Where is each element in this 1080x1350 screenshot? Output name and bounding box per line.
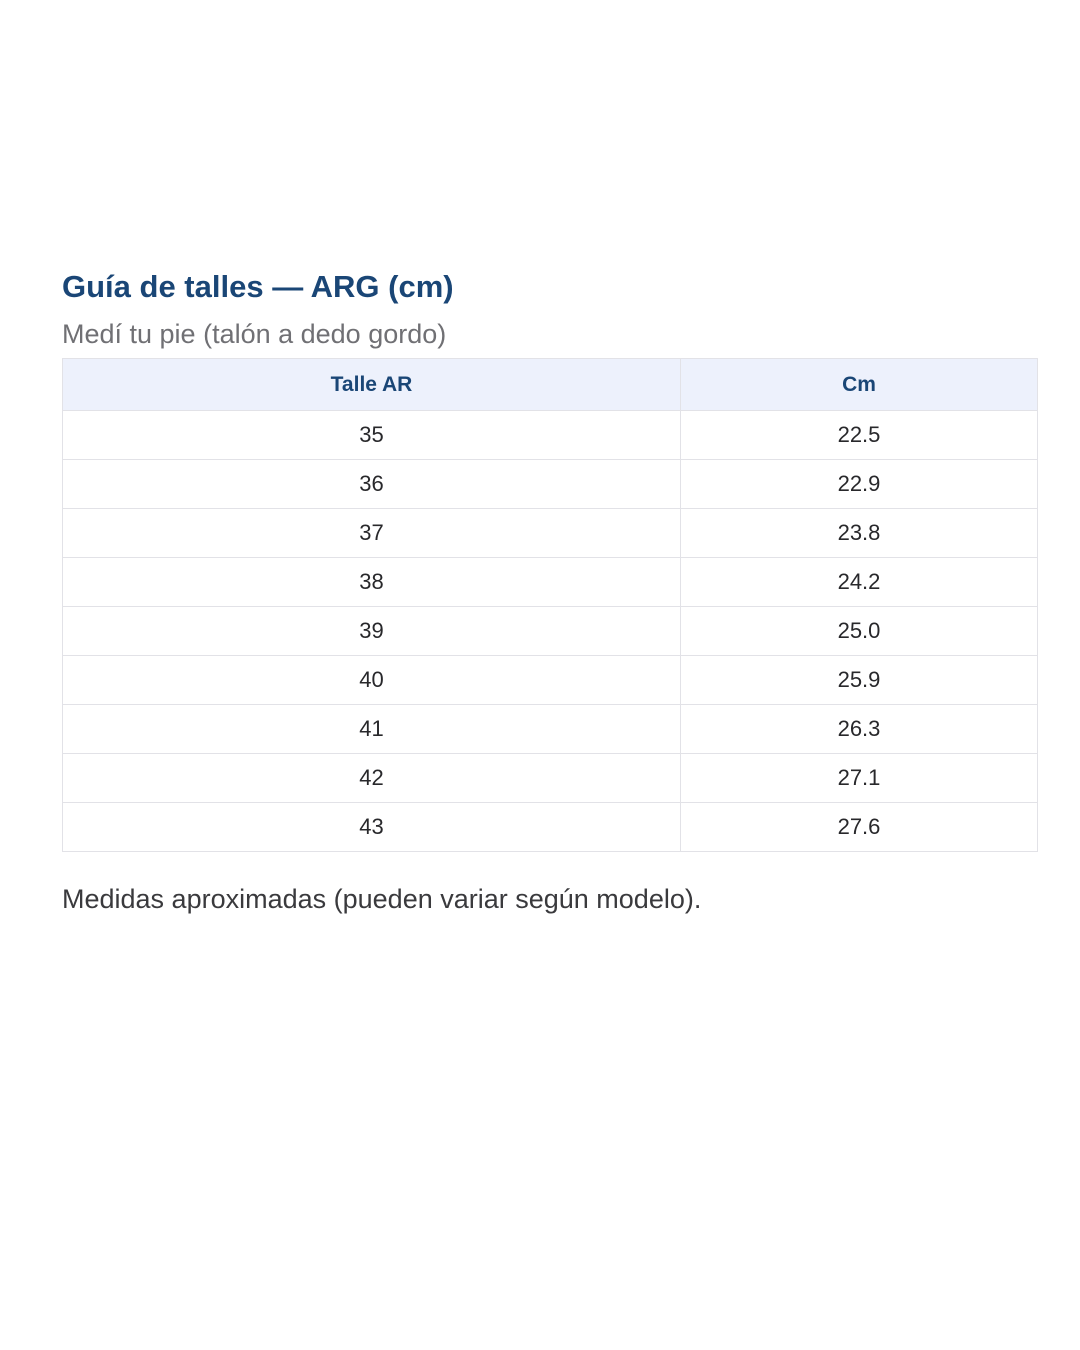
table-cell: 43 (63, 803, 681, 852)
table-row (63, 460, 1038, 509)
table-cell: 23.8 (681, 509, 1038, 558)
table-cell: 39 (63, 607, 681, 656)
table-cell: 37 (63, 509, 681, 558)
table-cell: 27.6 (681, 803, 1038, 852)
size-guide-table (62, 358, 1038, 852)
table-row (63, 558, 1038, 607)
table-cell: 38 (63, 558, 681, 607)
table-row (63, 803, 1038, 852)
size-table-body (63, 411, 1038, 852)
table-row (63, 509, 1038, 558)
column-header-cm: Cm (681, 359, 1038, 411)
table-row (63, 754, 1038, 803)
table-row (63, 656, 1038, 705)
page-title: Guía de talles — ARG (cm) (62, 269, 454, 304)
table-cell: 25.9 (681, 656, 1038, 705)
footnote: Medidas aproximadas (pueden variar según modelo). (62, 884, 702, 914)
table-cell: 42 (63, 754, 681, 803)
column-header-talle-ar: Talle AR (63, 359, 681, 411)
table-row (63, 705, 1038, 754)
size-guide-subtitle: Medí tu pie (talón a dedo gordo) (62, 319, 447, 349)
table-header-row (63, 359, 1038, 411)
table-cell: 26.3 (681, 705, 1038, 754)
table-cell: 27.1 (681, 754, 1038, 803)
table-cell: 40 (63, 656, 681, 705)
table-row (63, 607, 1038, 656)
table-cell: 25.0 (681, 607, 1038, 656)
table-cell: 41 (63, 705, 681, 754)
table-cell: 36 (63, 460, 681, 509)
table-cell: 22.5 (681, 411, 1038, 460)
table-cell: 22.9 (681, 460, 1038, 509)
table-row (63, 411, 1038, 460)
table-cell: 35 (63, 411, 681, 460)
table-cell: 24.2 (681, 558, 1038, 607)
